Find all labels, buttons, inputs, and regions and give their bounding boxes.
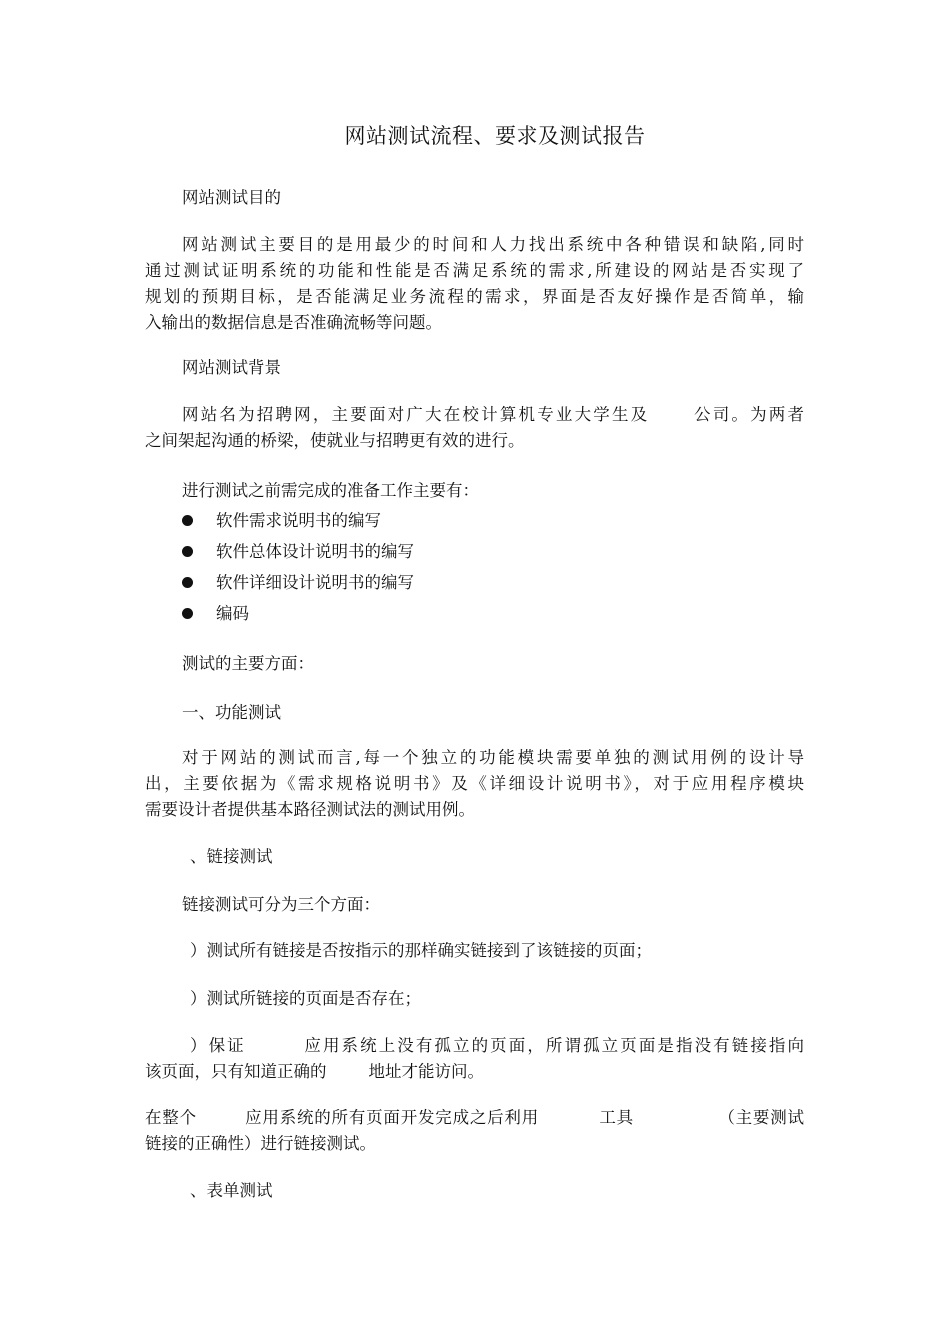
list-item-text: 软件详细设计说明书的编写 — [216, 573, 414, 592]
link-summary-line: 在整个 应用系统的所有页面开发完成之后利用 工具 （主要测试 — [145, 1108, 804, 1127]
bullet-icon — [182, 546, 193, 557]
main-aspects-heading: 测试的主要方面： — [182, 654, 314, 673]
purpose-paragraph-line: 规划的预期目标，是否能满足业务流程的需求，界面是否友好操作是否简单，输 — [145, 287, 804, 306]
background-paragraph-line: 网站名为招聘网，主要面对广大在校计算机专业大学生及 公司。为两者 — [182, 405, 804, 424]
link-test-item-line: 该页面，只有知道正确的 地址才能访问。 — [145, 1062, 484, 1081]
bullet-icon — [182, 515, 193, 526]
function-paragraph-line: 需要设计者提供基本路径测试法的测试用例。 — [145, 800, 475, 819]
purpose-heading: 网站测试目的 — [182, 188, 281, 207]
link-test-heading: 、链接测试 — [190, 847, 273, 866]
link-test-item: ）测试所有链接是否按指示的那样确实链接到了该链接的页面； — [190, 941, 652, 960]
purpose-paragraph-line: 通过测试证明系统的功能和性能是否满足系统的需求,所建设的网站是否实现了 — [145, 261, 804, 280]
function-test-heading: 一、功能测试 — [182, 703, 281, 722]
link-summary-line: 链接的正确性）进行链接测试。 — [145, 1134, 376, 1153]
bullet-icon — [182, 608, 193, 619]
purpose-paragraph-line: 网站测试主要目的是用最少的时间和人力找出系统中各种错误和缺陷,同时 — [182, 235, 804, 254]
link-test-item: ）测试所链接的页面是否存在； — [190, 989, 421, 1008]
function-paragraph-line: 对于网站的测试而言,每一个独立的功能模块需要单独的测试用例的设计导 — [182, 748, 804, 767]
function-paragraph-line: 出，主要依据为《需求规格说明书》及《详细设计说明书》，对于应用程序模块 — [145, 774, 804, 793]
purpose-paragraph-line: 入输出的数据信息是否准确流畅等问题。 — [145, 313, 442, 332]
list-item-text: 软件需求说明书的编写 — [216, 511, 381, 530]
background-heading: 网站测试背景 — [182, 358, 281, 377]
list-item-text: 软件总体设计说明书的编写 — [216, 542, 414, 561]
background-paragraph-line: 之间架起沟通的桥梁，使就业与招聘更有效的进行。 — [145, 431, 525, 450]
link-test-item-line: ）保证 应用系统上没有孤立的页面，所谓孤立页面是指没有链接指向 — [190, 1036, 804, 1055]
bullet-icon — [182, 577, 193, 588]
link-test-intro: 链接测试可分为三个方面： — [182, 895, 380, 914]
document-title: 网站测试流程、要求及测试报告 — [344, 124, 646, 148]
form-test-heading: 、表单测试 — [190, 1181, 273, 1200]
prep-intro: 进行测试之前需完成的准备工作主要有： — [182, 481, 479, 500]
list-item-text: 编码 — [216, 604, 249, 623]
